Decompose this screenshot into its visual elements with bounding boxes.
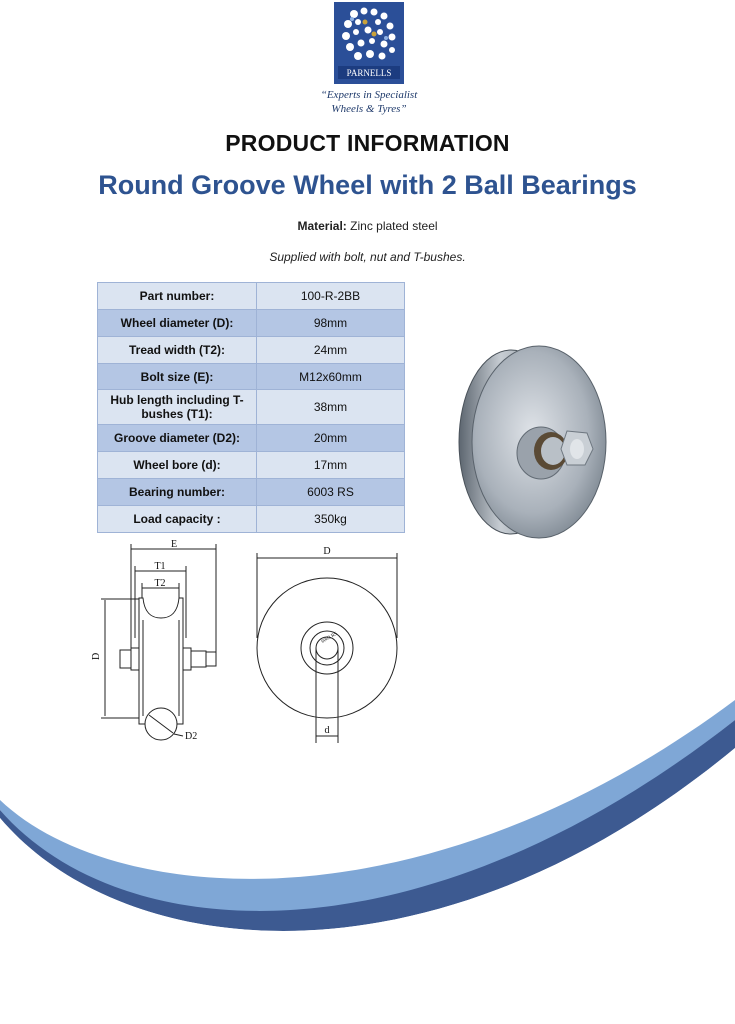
logo-brand-text: PARNELLS [346, 68, 392, 78]
dim-label-t1: T1 [154, 561, 166, 572]
spec-value: 38mm [257, 390, 405, 425]
dim-label-d-front: D [323, 546, 331, 557]
spec-label: Part number: [98, 283, 257, 310]
spec-label: Load capacity : [98, 506, 257, 533]
tagline-line2: Wheels & Tyres” [331, 103, 407, 115]
product-title: Round Groove Wheel with 2 Ball Bearings [98, 170, 637, 200]
table-row [98, 425, 405, 452]
spec-label: Tread width (T2): [98, 337, 257, 364]
spec-value: 6003 RS [257, 479, 405, 506]
supplied-note: Supplied with bolt, nut and T-bushes. [269, 250, 466, 264]
parnells-logo [334, 2, 404, 84]
spec-value: 24mm [257, 337, 405, 364]
decorative-swoosh [0, 700, 735, 1024]
dim-label-bore: d [324, 725, 330, 736]
spec-label: Wheel diameter (D): [98, 310, 257, 337]
tagline [290, 88, 448, 116]
spec-value: 100-R-2BB [257, 283, 405, 310]
table-row [98, 310, 405, 337]
spec-value: 350kg [257, 506, 405, 533]
spec-value: 98mm [257, 310, 405, 337]
spec-label: Bolt size (E): [98, 364, 257, 390]
spec-value: M12x60mm [257, 364, 405, 390]
material-label: Material: [297, 219, 347, 233]
dim-label-d-side: D [91, 652, 102, 660]
bearing-marking: 6003 RS [320, 631, 339, 645]
spec-label: Groove diameter (D2): [98, 425, 257, 452]
page-heading: PRODUCT INFORMATION [225, 130, 510, 156]
spec-label: Wheel bore (d): [98, 452, 257, 479]
dim-label-t2: T2 [154, 578, 166, 589]
wheel-photo [455, 345, 615, 570]
table-row [98, 506, 405, 533]
tagline-line1: “Experts in Specialist [320, 89, 418, 101]
dim-label-d2: D2 [185, 731, 198, 742]
spec-label: Hub length including T-bushes (T1): [98, 390, 257, 425]
dim-label-e: E [170, 539, 178, 550]
table-row [98, 390, 405, 425]
spec-table [97, 282, 405, 533]
material-value: Zinc plated steel [350, 219, 438, 233]
table-row [98, 479, 405, 506]
spec-value: 17mm [257, 452, 405, 479]
material-line [0, 219, 735, 233]
spec-label: Bearing number: [98, 479, 257, 506]
table-row [98, 452, 405, 479]
table-row [98, 364, 405, 390]
spec-value: 20mm [257, 425, 405, 452]
table-row [98, 337, 405, 364]
table-row [98, 283, 405, 310]
